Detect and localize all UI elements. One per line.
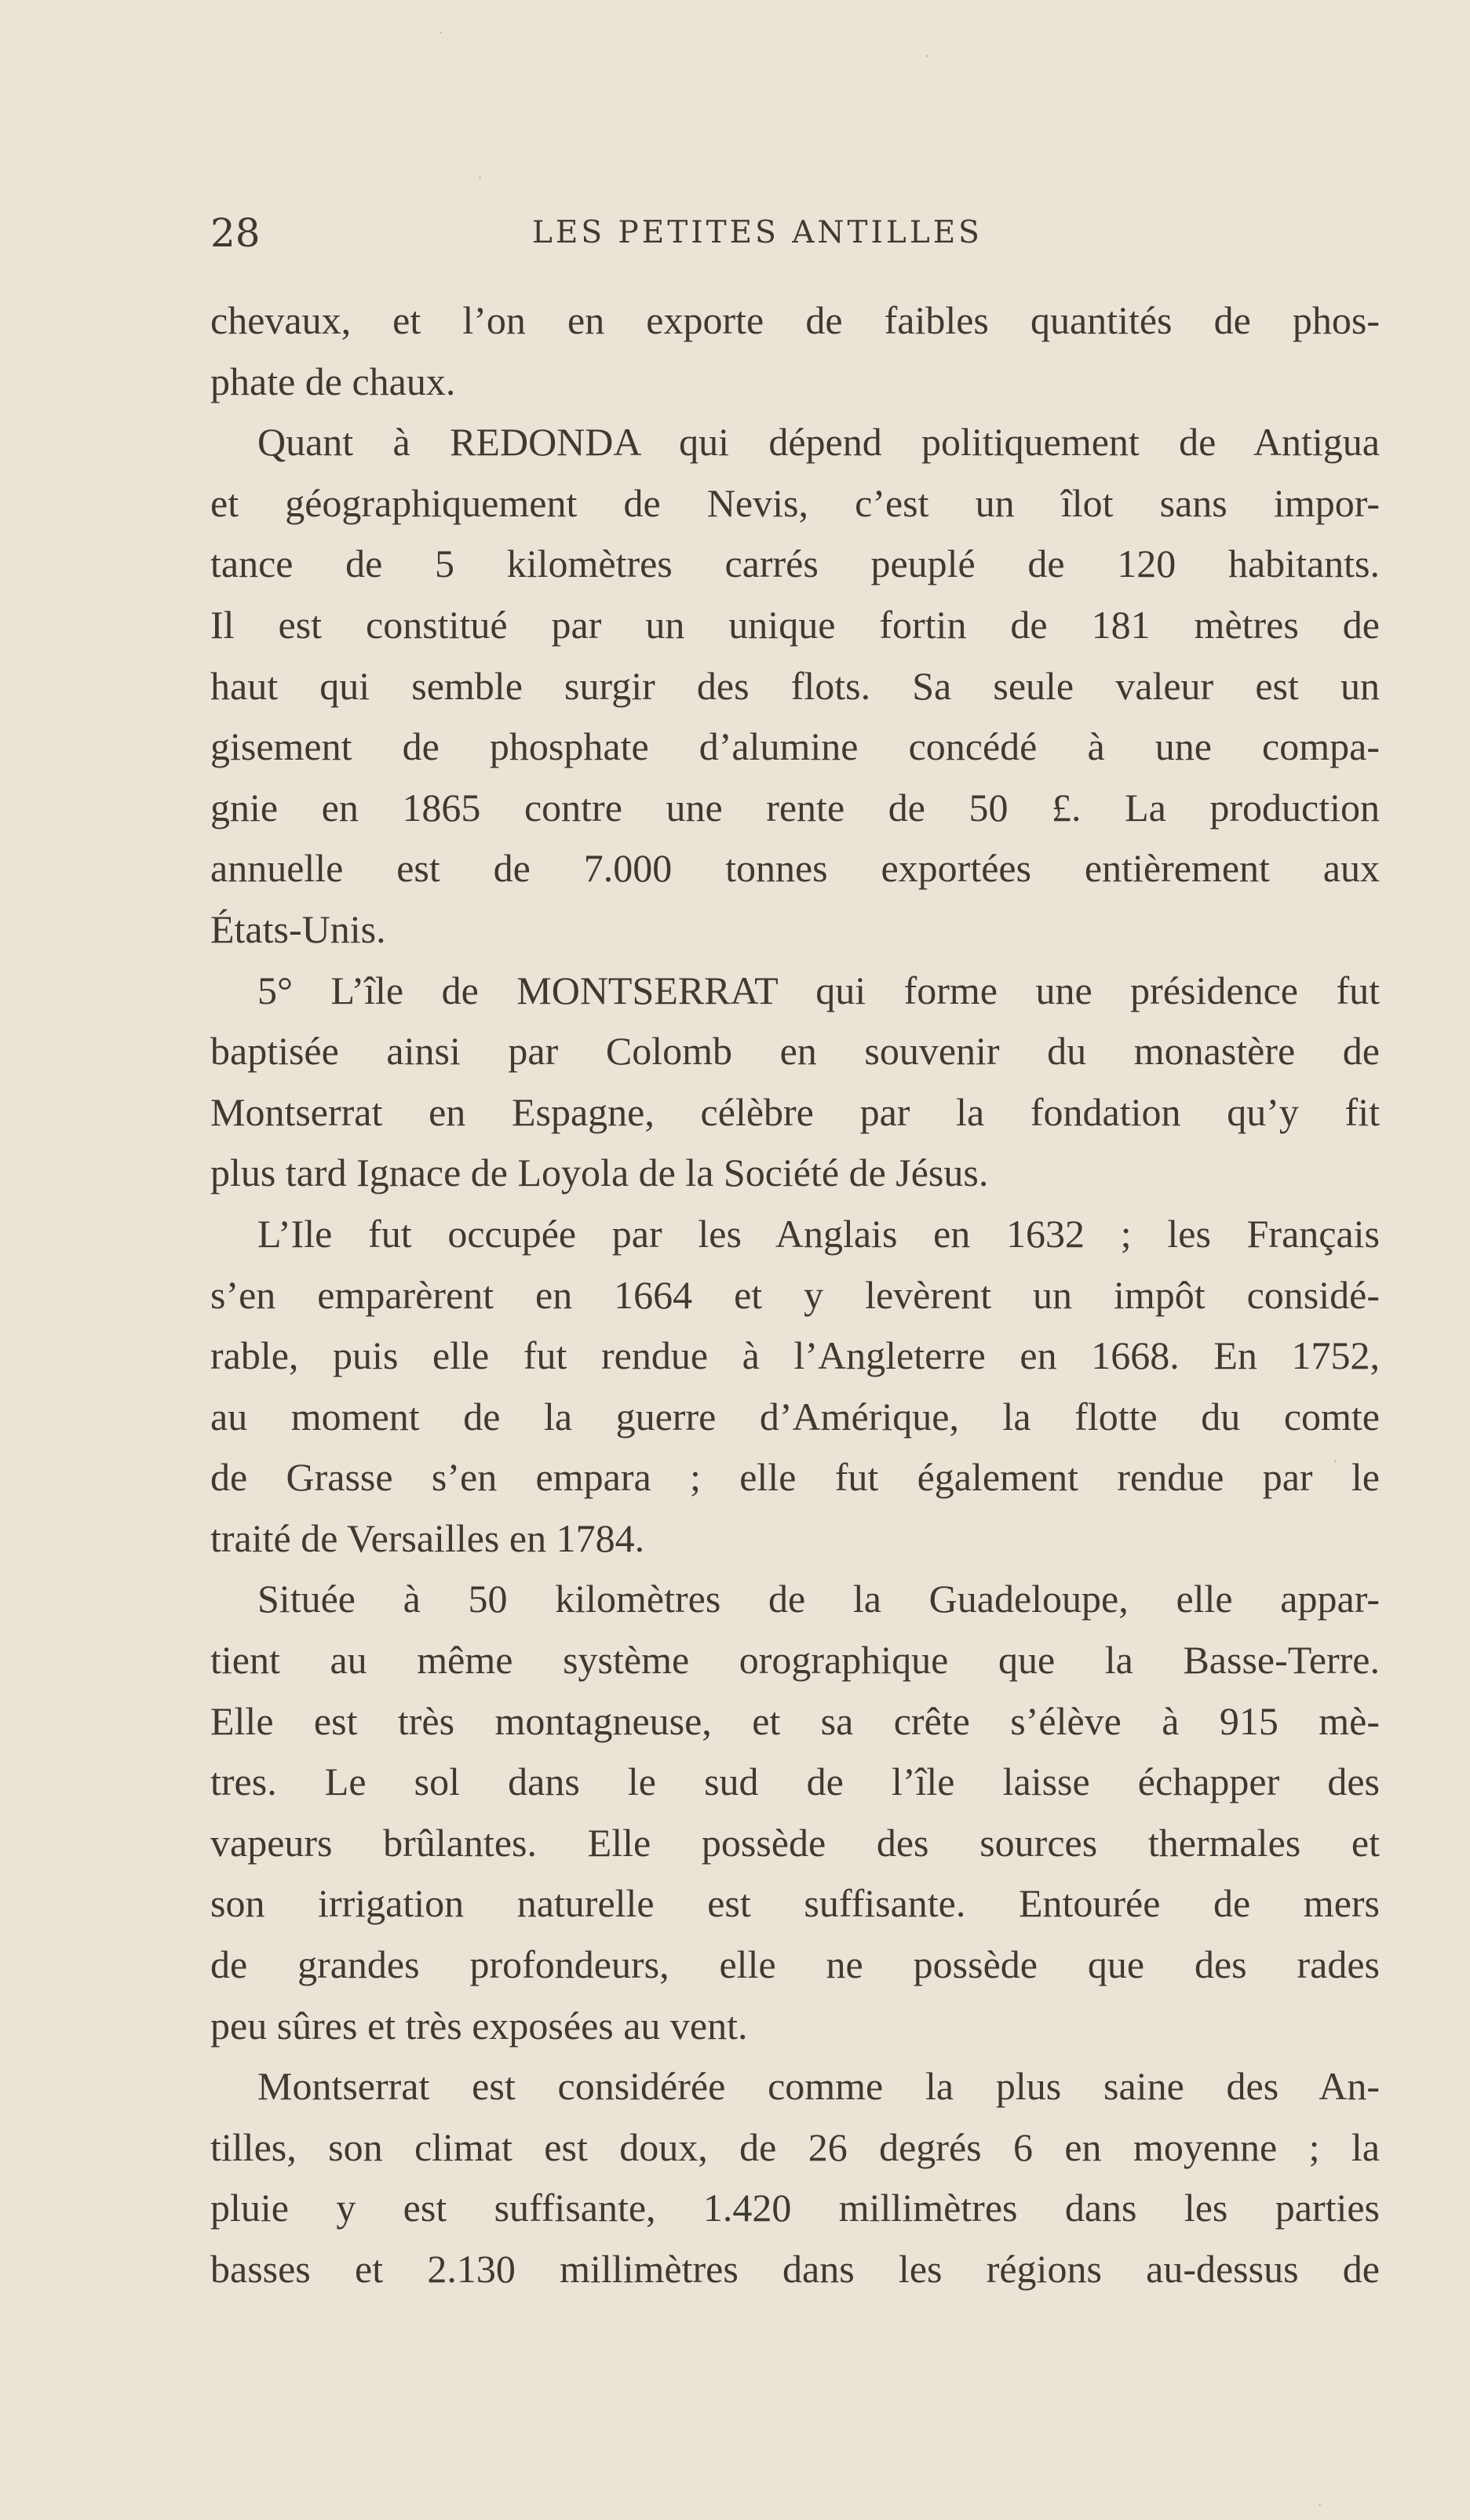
paper-speck (926, 55, 928, 57)
body-text (210, 290, 1380, 2300)
text-line: peu sûres et très exposées au vent. (210, 2003, 748, 2048)
text-line: et géographiquement de Nevis, c’est un îlot sans impor- (210, 480, 1380, 525)
text-line: haut qui semble surgir des flots. Sa seule valeur est un (210, 663, 1380, 708)
text-line: Située à 50 kilomètres de la Guadeloupe, elle appar- (257, 1577, 1380, 1621)
text-line: vapeurs brûlantes. Elle possède des sources thermales et (210, 1820, 1380, 1865)
text-line: annuelle est de 7.000 tonnes exportées entièrement aux (210, 846, 1380, 891)
text-line: basses et 2.130 millimètres dans les régions au-dessus de (210, 2247, 1380, 2291)
text-line: tient au même système orographique que la Basse-Terre. (210, 1638, 1380, 1683)
text-line: rable, puis elle fut rendue à l’Angleterre en 1668. En 1752, (210, 1333, 1380, 1378)
page-number: 28 (210, 210, 261, 256)
text-line: traité de Versailles en 1784. (210, 1515, 645, 1560)
text-line: chevaux, et l’on en exporte de faibles quantités de phos- (210, 298, 1380, 342)
text-line: Quant à REDONDA qui dépend politiquement de Antigua (257, 420, 1380, 465)
text-line: pluie y est suffisante, 1.420 millimètres dans les parties (210, 2186, 1380, 2230)
text-line: baptisée ainsi par Colomb en souvenir du monastère de (210, 1029, 1380, 1074)
text-line: son irrigation naturelle est suffisante. Entourée de mers (210, 1881, 1380, 1926)
text-line: L’Ile fut occupée par les Anglais en 1632 ; les Français (257, 1211, 1380, 1256)
text-line: Elle est très montagneuse, et sa crête s’élève à 915 mè- (210, 1698, 1380, 1743)
text-line: Montserrat est considérée comme la plus saine des An- (257, 2064, 1380, 2109)
paper-speck (1319, 2504, 1321, 2506)
paper-speck (479, 177, 481, 179)
running-title: LES PETITES ANTILLES (532, 215, 983, 250)
text-line: Montserrat en Espagne, célèbre par la fondation qu’y fit (210, 1089, 1380, 1134)
page-header (210, 206, 1388, 261)
text-line: États-Unis. (210, 906, 386, 951)
text-line: au moment de la guerre d’Amérique, la flotte du comte (210, 1394, 1380, 1439)
text-line: phate de chaux. (210, 359, 456, 403)
text-line: tilles, son climat est doux, de 26 degrés 6 en moyenne ; la (210, 2124, 1380, 2169)
text-line: de grandes profondeurs, elle ne possède que des rades (210, 1942, 1380, 1987)
text-line: de Grasse s’en empara ; elle fut également rendue par le (210, 1455, 1380, 1500)
text-line: s’en emparèrent en 1664 et y levèrent un impôt considé- (210, 1272, 1380, 1317)
text-line: 5° L’île de MONTSERRAT qui forme une présidence fut (257, 968, 1380, 1012)
text-line: gisement de phosphate d’alumine concédé à une compa- (210, 724, 1380, 769)
text-line: tres. Le sol dans le sud de l’île laisse échapper des (210, 1760, 1380, 1804)
text-line: Il est constitué par un unique fortin de 181 mètres de (210, 602, 1380, 647)
text-line: tance de 5 kilomètres carrés peuplé de 120 habitants. (210, 542, 1380, 586)
text-line: plus tard Ignace de Loyola de la Société de Jésus. (210, 1151, 989, 1195)
paper-speck (440, 31, 442, 34)
text-line: gnie en 1865 contre une rente de 50 £. La production (210, 785, 1380, 830)
